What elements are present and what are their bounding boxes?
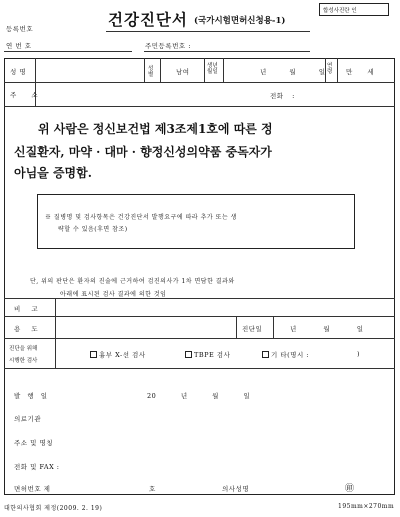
license-suffix: 호 — [149, 485, 156, 493]
institution-phone-label: 전화 및 FAX : — [14, 463, 60, 471]
divider — [160, 58, 161, 82]
birth-value: 년 월 일 — [260, 68, 326, 76]
test-other-close: ) — [357, 350, 361, 358]
serial-number-label: 연 번 호 — [6, 42, 32, 50]
note-box — [37, 194, 355, 249]
divider — [35, 58, 36, 82]
test-other-label: 기 타(명시 : — [271, 351, 309, 359]
footer-right: 195mm×270mm — [338, 503, 395, 510]
note-line-2: 략할 수 있음(후면 참조) — [58, 226, 128, 233]
seal-mark: ㊞ — [345, 484, 355, 494]
row-divider — [4, 106, 395, 107]
divider — [55, 316, 56, 338]
national-id-underline — [144, 51, 310, 52]
exam-date-label: 진단일 — [242, 325, 263, 333]
reg-number-label: 등록번호 — [6, 25, 34, 33]
row-divider — [4, 316, 395, 317]
page-title: 건강진단서 — [108, 10, 188, 29]
birth-label: 생년월일 — [207, 63, 218, 75]
note-line-1: ※ 질병명 및 검사항목은 건강진단서 발행요구에 따라 추가 또는 생 — [45, 214, 237, 221]
divider — [55, 298, 56, 316]
footnote-line-1: 단, 위의 판단은 환자의 진술에 근거하여 검진의사가 1차 면담한 결과와 — [30, 278, 235, 285]
address-label: 주 소 — [10, 91, 39, 99]
age-label: 연령 — [327, 63, 333, 75]
national-id-label: 주민등록번호 : — [145, 42, 191, 50]
divider — [144, 58, 145, 82]
divider — [223, 58, 224, 82]
row-divider — [4, 82, 395, 83]
footer-left: 대한의사협회 제정(2009. 2. 19) — [4, 505, 103, 512]
statement-line-3: 아님을 증명함. — [14, 166, 92, 180]
page-subtitle: (국가시험면허신청용-1) — [194, 16, 286, 26]
photo-box — [319, 3, 389, 16]
license-label: 면허번호 제 — [14, 485, 51, 493]
sex-label: 성별 — [148, 66, 154, 78]
statement-line-1: 위 사람은 정신보건법 제3조제1호에 따른 정 — [38, 122, 273, 136]
phone-label: 전화 : — [270, 92, 295, 100]
divider — [35, 82, 36, 106]
issue-date-value: 20 년 월 일 — [147, 392, 251, 400]
divider — [236, 316, 237, 338]
title-underline — [106, 31, 310, 32]
sex-value: 남여 — [176, 68, 190, 76]
test-tbpe — [185, 350, 230, 359]
divider — [337, 58, 338, 82]
test-chest-xray — [90, 350, 146, 359]
footnote-line-2: 아래에 표시된 검사 결과에 의한 것임 — [60, 291, 167, 298]
row-divider — [4, 338, 395, 339]
tests-label-2: 시행한 검사 — [9, 358, 38, 364]
issue-date-label: 발 행 일 — [14, 392, 48, 400]
age-value: 만 세 — [346, 68, 375, 76]
divider — [55, 338, 56, 368]
checkbox-chest-xray[interactable] — [90, 351, 97, 358]
name-label: 성 명 — [10, 68, 27, 76]
institution-label: 의료기관 — [14, 415, 42, 423]
exam-date-value: 년 월 일 — [290, 325, 364, 333]
serial-underline — [4, 51, 132, 52]
test-chest-xray-label: 흉부 X-선 검사 — [99, 351, 146, 359]
statement-line-2: 신질환자, 마약 · 대마 · 향정신성의약품 중독자가 — [14, 145, 272, 159]
purpose-label: 용 도 — [14, 325, 39, 333]
divider — [204, 58, 205, 82]
row-divider — [4, 368, 395, 369]
institution-address-label: 주소 및 명칭 — [14, 439, 54, 447]
checkbox-other[interactable] — [262, 351, 269, 358]
divider — [325, 58, 326, 82]
test-tbpe-label: TBPE 검사 — [194, 351, 231, 359]
photo-box-label: 합성사진란 인 — [323, 8, 357, 14]
test-other — [262, 350, 309, 359]
divider — [273, 316, 274, 338]
tests-label-1: 진단을 위해 — [9, 346, 38, 352]
row-divider — [4, 298, 395, 299]
doctor-name-label: 의사성명 — [222, 485, 250, 493]
checkbox-tbpe[interactable] — [185, 351, 192, 358]
remarks-label: 비 고 — [14, 305, 39, 313]
